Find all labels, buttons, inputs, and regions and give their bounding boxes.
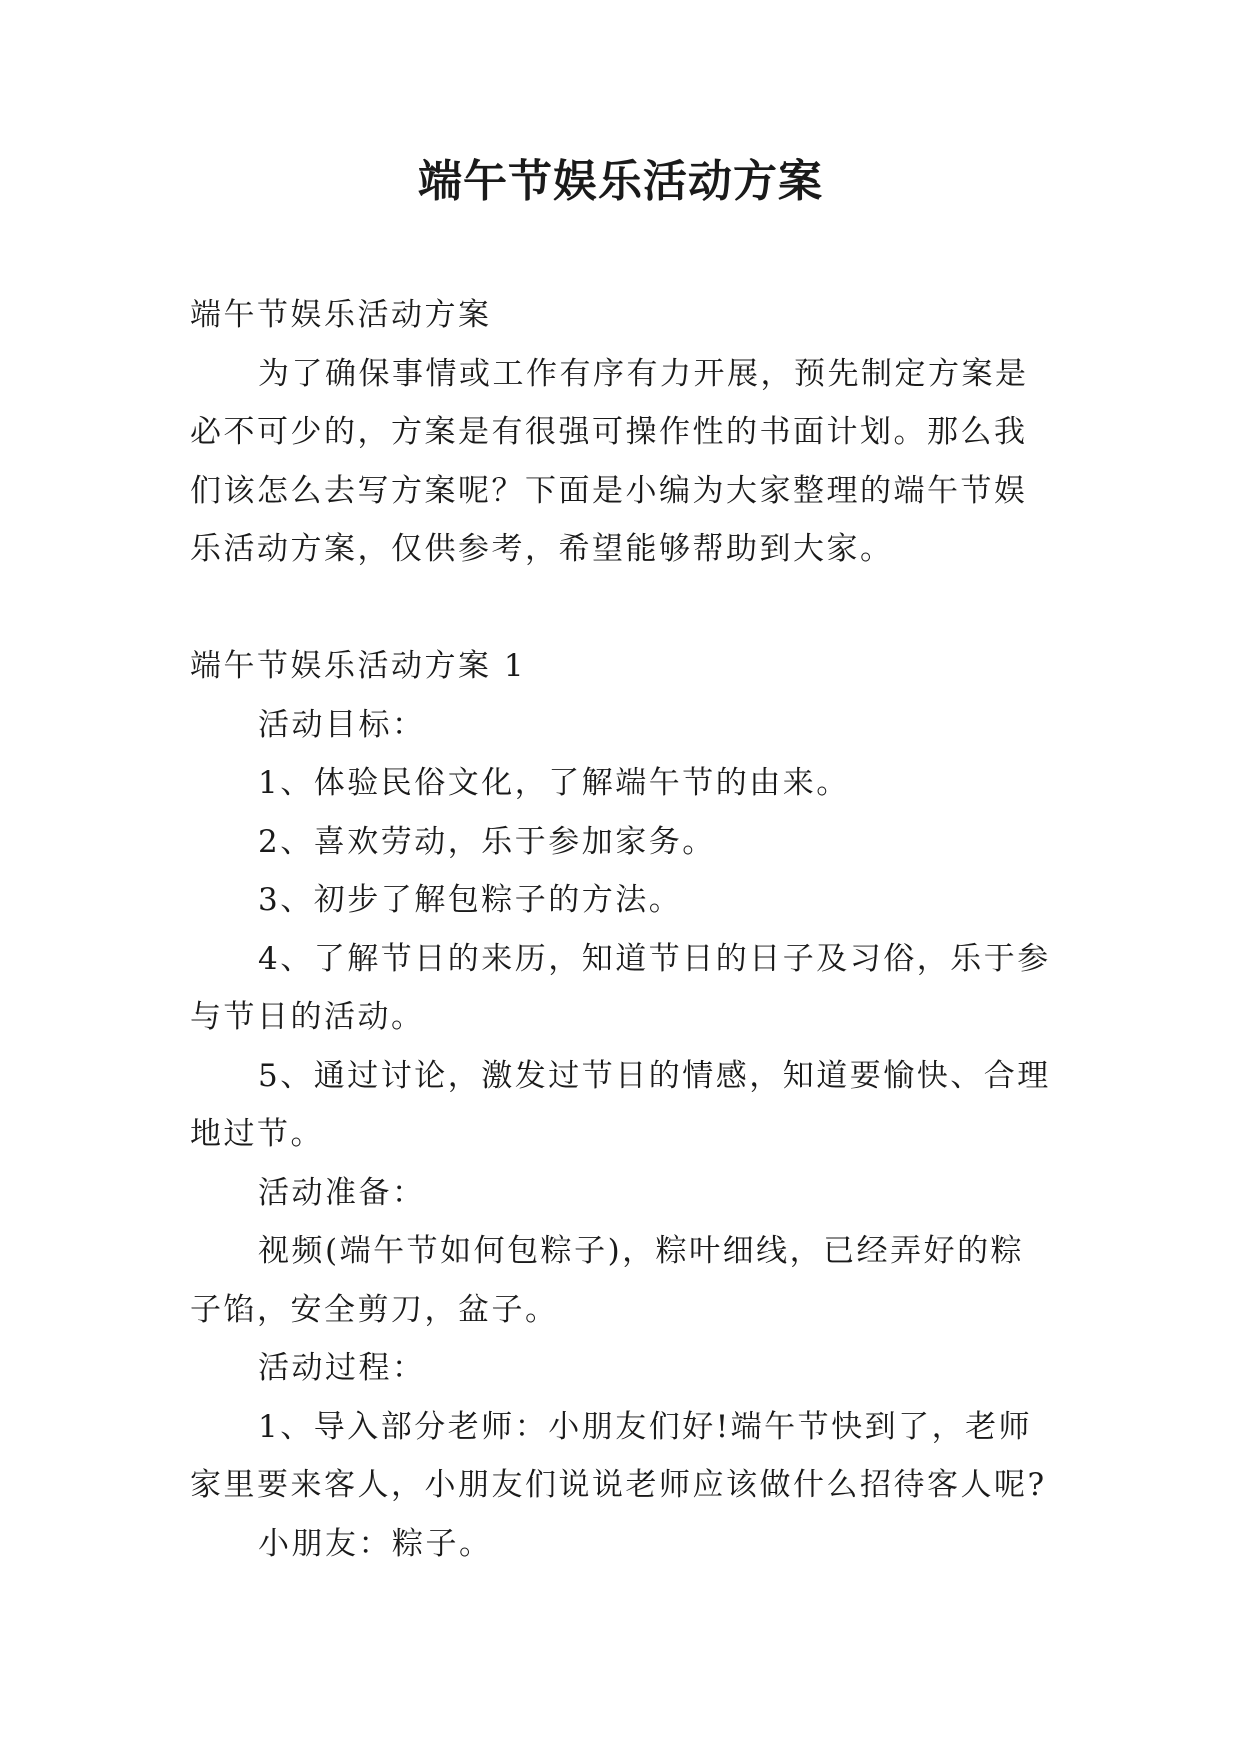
goal-item: 5、通过讨论，激发过节日的情感，知道要愉快、合理地过节。 (190, 1057, 1051, 1152)
document-body (190, 286, 1052, 1573)
goals-label: 活动目标： (258, 706, 426, 743)
plan-1-heading: 端午节娱乐活动方案 1 (190, 648, 527, 684)
process-label: 活动过程： (258, 1350, 426, 1386)
preparation-text: 视频(端午节如何包粽子)，粽叶细线，已经弄好的粽子馅，安全剪刀，盆子。 (190, 1233, 1025, 1328)
goal-item: 4、了解节日的来历，知道节日的日子及习俗，乐于参与节日的活动。 (190, 940, 1051, 1035)
process-reply: 小朋友：粽子。 (258, 1525, 493, 1562)
document-title: 端午节娱乐活动方案 (418, 156, 823, 207)
goal-item: 2、喜欢劳动，乐于参加家务。 (258, 823, 716, 860)
section-heading: 端午节娱乐活动方案 (190, 297, 492, 333)
goal-item: 1、体验民俗文化，了解端午节的由来。 (258, 765, 850, 801)
preparation-label: 活动准备： (258, 1174, 426, 1211)
goal-item: 3、初步了解包粽子的方法。 (258, 882, 683, 918)
intro-paragraph: 为了确保事情或工作有序有力开展，预先制定方案是必不可少的，方案是有很强可操作性的书面计划。那么我们该怎么去写方案呢？下面是小编为大家整理的端午节娱乐活动方案，仅供参考，希望能够帮助到大家。 (190, 355, 1029, 567)
paragraph-spacer (190, 579, 1052, 638)
process-step: 1、导入部分老师：小朋友们好!端午节快到了，老师家里要来客人，小朋友们说说老师应该做什么招待客人呢? (190, 1408, 1047, 1503)
